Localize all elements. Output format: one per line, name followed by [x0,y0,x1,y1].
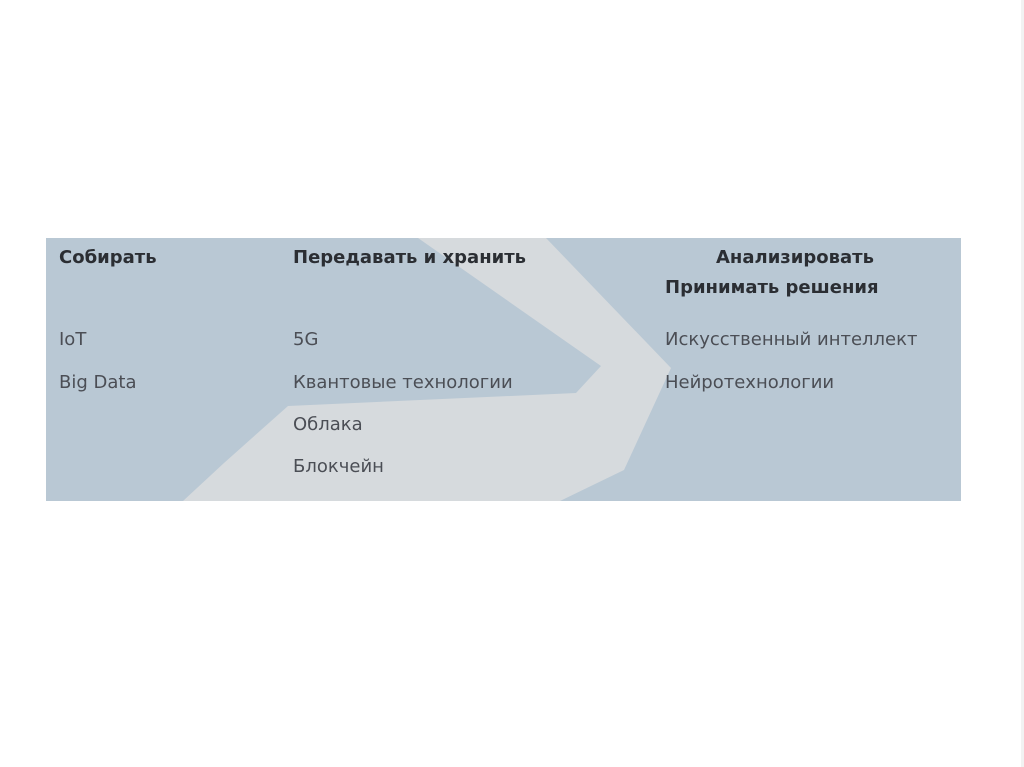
column-collect-item: IoT [59,329,87,350]
column-collect-item: Big Data [59,372,137,393]
column-analyze-heading-line2: Принимать решения [665,277,879,298]
column-transfer-item: Облака [293,414,363,435]
column-analyze-item: Искусственный интеллект [665,329,918,350]
chevron-shape [183,238,671,501]
info-panel [46,238,961,501]
column-analyze-heading-line1: Анализировать [716,247,874,268]
column-analyze-item: Нейротехнологии [665,372,835,393]
column-transfer-item: 5G [293,329,319,350]
column-transfer-item: Блокчейн [293,456,384,477]
column-collect-heading: Собирать [59,247,157,268]
column-transfer-heading: Передавать и хранить [293,247,527,268]
column-transfer-item: Квантовые технологии [293,372,513,393]
